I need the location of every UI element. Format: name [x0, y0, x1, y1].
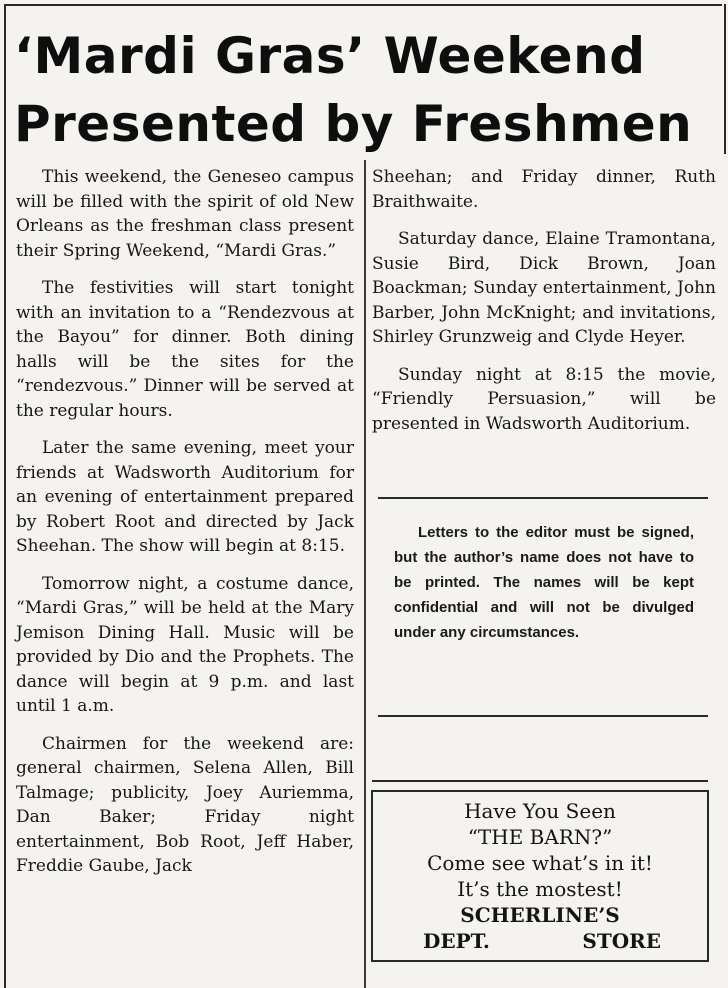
article-paragraph: Sunday night at 8:15 the movie, “Friendly Persuasion,” will be presented in Wadsworth Auditorium.	[372, 364, 716, 434]
ad-line: Have You Seen	[464, 799, 616, 823]
headline-line-1: ‘Mardi Gras’ Weekend	[14, 27, 646, 85]
section-divider	[378, 497, 708, 499]
editor-notice	[394, 520, 694, 645]
article-column-left	[16, 165, 354, 892]
store-advertisement	[371, 790, 709, 962]
ad-line: It’s the mostest!	[457, 877, 623, 901]
ad-store-name: SCHERLINE’S	[460, 903, 620, 927]
ad-store-row	[373, 928, 707, 954]
top-border-rule	[6, 4, 722, 6]
article-paragraph: Later the same evening, meet your friends at Wadsworth Auditorium for an evening of entertainment prepared by Robert Root and directed by Jack Sheehan. The show will begin at 8:15.	[16, 438, 354, 556]
right-border-rule	[724, 4, 726, 154]
editor-notice-text: Letters to the editor must be signed, but the author’s name does not have to be printed. The names will be kept confidential and will not be divulged under any circumstances.	[394, 524, 694, 641]
section-divider	[378, 715, 708, 717]
headline-line-2: Presented by Freshmen	[14, 95, 693, 153]
article-paragraph: Saturday dance, Elaine Tramontana, Susie Bird, Dick Brown, Joan Boackman; Sunday entertainment, John Barber, John McKnight; and invitations, Shirley Grunzweig and Clyde Heyer.	[372, 229, 716, 347]
article-column-right	[372, 165, 716, 449]
article-paragraph: This weekend, the Geneseo campus will be filled with the spirit of old New Orleans as the freshman class present their Spring Weekend, “Mardi Gras.”	[16, 167, 354, 261]
section-divider	[372, 780, 708, 782]
left-border-rule	[4, 4, 6, 988]
ad-line: “THE BARN?”	[467, 825, 613, 849]
article-paragraph: Tomorrow night, a costume dance, “Mardi Gras,” will be held at the Mary Jemison Dining Hall. Music will be provided by Dio and the Prophets. The dance will begin at 9 p.m. and last until 1 a.m.	[16, 573, 354, 716]
article-paragraph-continued: Sheehan; and Friday dinner, Ruth Braithwaite.	[372, 167, 716, 212]
ad-store-label: STORE	[582, 929, 661, 953]
ad-dept-label: DEPT.	[423, 929, 490, 953]
article-paragraph: The festivities will start tonight with an invitation to a “Rendezvous at the Bayou” for dinner. Both dining halls will be the sites for the “rendezvous.” Dinner will be served at the regular hours.	[16, 278, 354, 421]
ad-line: Come see what’s in it!	[427, 851, 653, 875]
article-paragraph: Chairmen for the weekend are: general chairmen, Selena Allen, Bill Talmage; publicity, Joey Auriemma, Dan Baker; Friday night entertainment, Bob Root, Jeff Haber, Freddie Gaube, Jack	[16, 733, 354, 876]
column-divider	[364, 160, 366, 988]
